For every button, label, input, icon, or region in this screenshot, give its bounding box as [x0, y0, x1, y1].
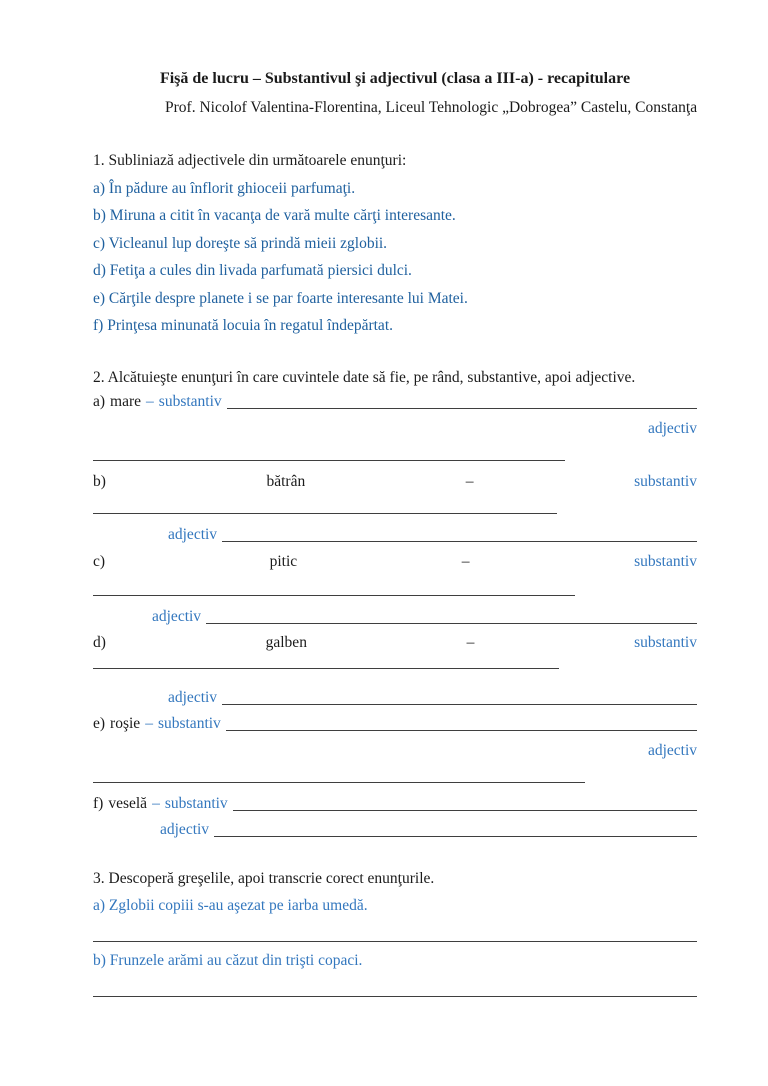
answer-line [227, 408, 697, 409]
exercise2-item-f-adjective-row [93, 820, 697, 840]
exercise2-item-d-noun-row [93, 633, 697, 653]
exercise1-sentence-a: a) În pădure au înflorit ghioceii parfumaţi. [93, 180, 356, 197]
adjective-label: adjectiv [152, 608, 202, 625]
adjective-label: adjectiv [647, 742, 697, 759]
answer-line-continuation [93, 499, 557, 514]
answer-line [93, 982, 697, 997]
item-word: veselă [108, 795, 148, 812]
noun-label: substantiv [634, 634, 697, 651]
dash: – [465, 473, 474, 490]
indent-spacer [93, 688, 163, 708]
dash: – [145, 715, 153, 732]
adjective-label: adjectiv [168, 689, 218, 706]
exercise2-item-e-adjective-row [93, 741, 697, 761]
noun-label: substantiv [158, 393, 222, 410]
answer-line [226, 730, 697, 731]
noun-label: substantiv [634, 553, 697, 570]
exercise1-sentence-f: f) Prinţesa minunată locuia în regatul îndepărtat. [93, 317, 393, 334]
noun-label: substantiv [164, 795, 228, 812]
answer-line [214, 836, 697, 837]
answer-line [93, 927, 697, 942]
adjective-label: adjectiv [647, 420, 697, 437]
answer-line [222, 541, 697, 542]
dash: – [146, 393, 154, 410]
item-word: pitic [269, 553, 298, 570]
exercise1-heading: 1. Subliniază adjectivele din următoarele enunţuri: [93, 152, 407, 169]
page-subtitle: Prof. Nicolof Valentina-Florentina, Liceul Tehnologic „Dobrogea” Castelu, Constanţa [165, 99, 698, 116]
exercise2-item-e-noun-row [93, 714, 697, 734]
item-word: galben [265, 634, 307, 651]
item-label: d) [93, 634, 106, 651]
exercise1-sentence-d: d) Fetiţa a cules din livada parfumată piersici dulci. [93, 262, 412, 279]
exercise2-item-b-noun-row [93, 472, 697, 492]
item-label: c) [93, 553, 106, 570]
noun-label: substantiv [157, 715, 221, 732]
page-title: Fişă de lucru – Substantivul şi adjectivul (clasa a III-a) - recapitulare [159, 70, 631, 87]
item-label: f) [93, 795, 104, 812]
exercise2-heading: 2. Alcătuieşte enunţuri în care cuvintele date să fie, pe rând, substantive, apoi adjective. [93, 369, 636, 386]
exercise2-item-b-adjective-row [93, 525, 697, 545]
item-word: mare [110, 393, 142, 410]
dash: – [466, 634, 475, 651]
answer-line-continuation [93, 581, 575, 596]
item-word: roşie [110, 715, 141, 732]
answer-line [222, 704, 697, 705]
answer-line [206, 623, 697, 624]
page-content [93, 0, 697, 1086]
item-label: b) [93, 473, 106, 490]
exercise3-sentence-a: a) Zglobii copiii s-au aşezat pe iarba umedă. [93, 897, 368, 914]
noun-label: substantiv [634, 473, 697, 490]
exercise2-item-f-noun-row [93, 794, 697, 814]
item-label: e) [93, 715, 106, 732]
indent-spacer [93, 525, 163, 545]
adjective-label: adjectiv [168, 526, 218, 543]
exercise1-sentence-c: c) Vicleanul lup doreşte să prindă mieii zglobii. [93, 235, 388, 252]
indent-spacer [93, 607, 147, 627]
exercise1-sentence-e: e) Cărţile despre planete i se par foarte interesante lui Matei. [93, 290, 468, 307]
answer-line-continuation [93, 446, 565, 461]
item-label: a) [93, 393, 106, 410]
exercise2-item-c-adjective-row [93, 607, 697, 627]
indent-spacer [93, 820, 155, 840]
item-word: bătrân [266, 473, 306, 490]
dash: – [152, 795, 160, 812]
dash: – [461, 553, 470, 570]
exercise2-item-d-adjective-row [93, 688, 697, 708]
exercise3-sentence-b: b) Frunzele arămi au căzut din trişti copaci. [93, 952, 363, 969]
exercise2-item-a-adjective-row [93, 419, 697, 439]
exercise1-sentence-b: b) Miruna a citit în vacanţa de vară multe cărţi interesante. [93, 207, 456, 224]
adjective-label: adjectiv [160, 821, 210, 838]
answer-line [233, 810, 697, 811]
exercise2-item-c-noun-row [93, 552, 697, 572]
exercise3-heading: 3. Descoperă greşelile, apoi transcrie corect enunţurile. [93, 870, 435, 887]
answer-line-continuation [93, 768, 585, 783]
exercise2-item-a-noun-row [93, 392, 697, 412]
answer-line-continuation [93, 654, 559, 669]
